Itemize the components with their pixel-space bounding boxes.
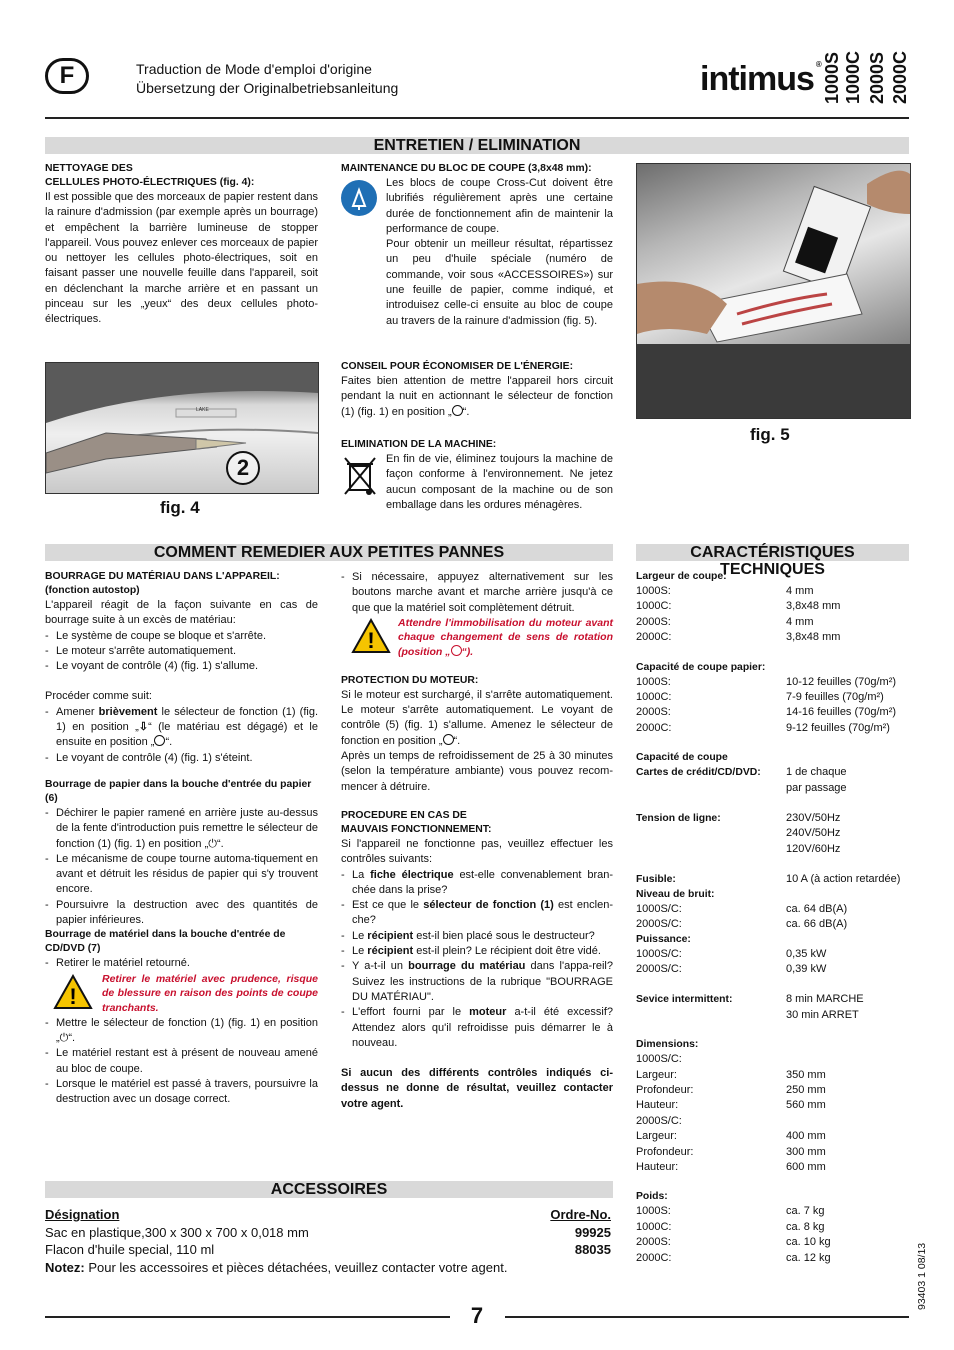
fig5-caption: fig. 5 [750, 425, 790, 444]
cd-list-1 [45, 956, 318, 971]
conseil-text: Faites bien attention de mettre l'appareil hors circuit pendant la nuit en actionnant le sélecteur de fonction (1) (fig. 1) en position „ [341, 375, 613, 418]
fig4-caption: fig. 4 [160, 498, 200, 517]
off-position-icon [452, 405, 463, 416]
header-rule [45, 117, 909, 119]
model-1000s: 1000S [822, 51, 842, 104]
model-list [822, 38, 912, 104]
fig5-illustration [637, 164, 910, 418]
poids-heading: Poids: [636, 1191, 668, 1203]
nettoyage-heading-2: CELLULES PHOTO-ÉLECTRIQUES (fig. 4): [45, 177, 255, 188]
spec-value: 240V/50Hz [786, 827, 841, 840]
list-item [341, 944, 613, 959]
auto-position-icon: ⏻ [208, 837, 217, 850]
list-item [341, 1005, 613, 1051]
list-item [341, 898, 613, 929]
spec-value: 350 mm [786, 1068, 826, 1081]
list-item: - Le mécanisme de coupe tourne automa-tiquement en avant et détruit les résidus de papier qui s'y trouvent encore. [45, 852, 318, 898]
check-text: La [352, 868, 371, 881]
spec-label: Hauteur: [636, 1099, 679, 1112]
list-item: - Le moteur s'arrête automatiquement. [45, 644, 318, 659]
cd-item-text: Mettre le sélecteur de fonction (1) (fig. 1) en position „ [56, 1016, 318, 1044]
nettoyage-block [45, 162, 318, 328]
language-badge: F [45, 58, 89, 94]
spec-label: 1000C: [636, 1220, 672, 1233]
papier-list [45, 806, 318, 928]
list-item: - Retirer le matériel retourné. [45, 956, 318, 971]
check-bold: bourrage du matériau [408, 960, 526, 973]
spec-label: 2000C: [636, 1251, 672, 1264]
procedure-heading-2: MAUVAIS FONCTIONNEMENT: [341, 823, 492, 835]
bourrage-heading-2: (fonction autostop) [45, 585, 140, 596]
spec-value: 0,39 kW [786, 962, 827, 975]
spec-label: Fusible: [636, 874, 676, 886]
list-item: - Le matériel restant est à présent de nouveau amené au bloc de coupe. [45, 1046, 318, 1077]
accessoires-table [45, 1206, 611, 1276]
spec-label: Largeur: [636, 1068, 677, 1081]
rotation-warning-text [398, 616, 613, 660]
spec-value: 600 mm [786, 1160, 826, 1173]
spec-label: 2000C: [636, 721, 672, 734]
doc-number-box [888, 1230, 948, 1310]
spec-label: Hauteur: [636, 1160, 679, 1173]
spec-value: 10 A (à action retardée) [786, 873, 901, 886]
list-item: - Le voyant de contrôle (4) (fig. 1) s'éteint. [45, 751, 318, 766]
spec-value: 4 mm [786, 615, 814, 628]
elimination-body: En fin de vie, éliminez toujours la machine de façon conforme à l'environnement. Ne jetez aucun composant de la machine ou de son emballage dans les ordures ménagères. [386, 453, 613, 511]
procedure-intro: Si l'appareil ne fonctionne pas, veuillez effectuer les contrôles suivants: [341, 837, 613, 866]
spec-label: 2000S/C: [636, 918, 682, 931]
fig5-photo [636, 163, 911, 419]
spec-value: 14-16 feuilles (70g/m²) [786, 706, 897, 719]
spec-value: 3,8x48 mm [786, 631, 841, 644]
spec-value: 10-12 feuilles (70g/m²) [786, 675, 897, 688]
brand-logo [700, 60, 821, 99]
step1-text-b: brièvement [98, 705, 158, 718]
proceder-list [45, 705, 318, 766]
table-cell: 88035 [574, 1242, 611, 1257]
header-line-de: Übersetzung der Originalbetriebsanleitung [136, 80, 399, 96]
spec-value: 3,8x48 mm [786, 600, 841, 613]
step1-text-c: le sélecteur de fonction (1) (fig. 1) en position „ [56, 705, 318, 734]
table-cell: 99925 [574, 1224, 611, 1240]
spec-label: Tension de ligne: [636, 813, 721, 825]
spec-value: 9-12 feuilles (70g/m²) [786, 721, 890, 734]
spec-label: 2000S: [636, 615, 671, 628]
spec-label: 1000C: [636, 600, 672, 613]
poids-table [636, 1204, 916, 1266]
brand-name: intimus [700, 60, 814, 98]
footer-rule-left [45, 1316, 450, 1318]
spec-label: Largeur: [636, 1130, 677, 1143]
note-text: Pour les accessoires et pièces détachées, veuillez contacter votre agent. [84, 1259, 508, 1275]
list-item: - Lorsque le matériel est passé à travers, poursuivre la destruction avec un dosage correct. [45, 1077, 318, 1108]
elimination-heading: ELIMINATION DE LA MACHINE: [341, 439, 497, 450]
capacite-heading: Capacité de coupe papier: [636, 661, 766, 673]
puissance-heading: Puissance: [636, 933, 691, 945]
elimination-block [341, 438, 613, 513]
bourrage-intro: L'appareil réagit de la façon suivante en cas de bourrage suite à un excès de matériau: [45, 599, 318, 627]
moteur-heading: PROTECTION DU MOTEUR: [341, 674, 479, 686]
tension-table [636, 811, 916, 857]
warning-triangle-icon [53, 974, 93, 1015]
spec-value: 1 de chaque [786, 766, 847, 779]
table-cell: Flacon d'huile special, 110 ml [45, 1242, 215, 1257]
fig4-illustration [46, 363, 318, 493]
list-item [341, 929, 613, 944]
moteur-body-1 [341, 688, 613, 749]
conseil-heading: CONSEIL POUR ÉCONOMISER DE L'ÉNERGIE: [341, 361, 574, 372]
check-bold: récipient [367, 929, 414, 942]
pannes-col1 [45, 570, 318, 1107]
spec-value: ca. 8 kg [786, 1220, 825, 1233]
warning-triangle-icon [351, 618, 391, 659]
spec-value: ca. 66 dB(A) [786, 918, 848, 931]
column-header: Ordre-No. [550, 1207, 611, 1222]
bourrage-heading-1: BOURRAGE DU MATÉRIAU DANS L'APPAREIL: [45, 571, 280, 582]
column-header: Désignation [45, 1207, 120, 1222]
dim-heading: Dimensions: [636, 1039, 699, 1051]
check-text: Le [352, 945, 368, 958]
list-item: - Le système de coupe se bloque et s'arrête. [45, 629, 318, 644]
accessoires-note [45, 1259, 611, 1277]
crossed-bin-icon [341, 454, 379, 498]
maintenance-body-2: Pour obtenir un meilleur résultat, répartissez un peu d'huile spéciale (numéro de commande, voir sous «ACCESSOIRES») sur une feuille de papier, comme indiqué, et introduisez celle-ci ensuite au bloc de coupe au travers de la rainure d'admission (fig. 5). [386, 238, 613, 327]
list-item: - Le voyant de contrôle (4) (fig. 1) s'allume. [45, 659, 318, 674]
spec-label: 1000S/C: [636, 947, 682, 960]
table-cell: Sac en plastique,300 x 300 x 700 x 0,018 mm [45, 1224, 309, 1240]
check-bold: récipient [367, 945, 414, 958]
model-1000c: 1000C [843, 50, 863, 104]
capacite-table [636, 675, 916, 737]
footer-rule-right [505, 1316, 909, 1318]
list-item [341, 959, 613, 1005]
auto-position-icon: ⏻ [59, 1031, 69, 1044]
cd-warning [45, 972, 318, 1016]
rotation-warning [341, 616, 613, 662]
header-text [136, 60, 398, 98]
check-text: Y a-t-il un [352, 960, 409, 973]
nettoyage-heading-1: NETTOYAGE DES [45, 163, 133, 174]
spec-value: 230V/50Hz [786, 812, 841, 825]
check-text: est-elle convenablement bran-chée dans la prise? [352, 868, 614, 896]
doc-number: 93403 1 08/13 [916, 1242, 928, 1310]
check-bold: sélecteur de fonction (1) [423, 899, 554, 912]
check-text: Le [352, 929, 368, 942]
cd-warning-text: Retirer le matériel avec prudence, risque de blessure en raison des points de coupe tranchants. [102, 972, 318, 1014]
spec-label: 2000S/C: [636, 1114, 682, 1127]
spec-label: Sevice intermittent: [636, 994, 733, 1006]
dim-table [636, 1052, 916, 1175]
section-title-specs: CARACTÉRISTIQUES TECHNIQUES [690, 544, 855, 578]
procedure-heading-1: PROCEDURE EN CAS DE [341, 809, 467, 821]
header-line-fr: Traduction de Mode d'emploi d'origine [136, 61, 372, 77]
step1-text-e: “. [165, 736, 173, 749]
nettoyage-body: Il est possible que des morceaux de papier restent dans la rainure d'admission (par exemple après un bourrage) et empêchent la barrière lumineuse de stopper l'appareil. Vous pouvez enlever ces morceaux de papier ou nettoyer les cellules photo-électriques, soit en faisant passer une nouvelle feuille dans l'appareil, soit en déclenchant la marche arrière et en passant un pinceau sur les „yeux“ des deux cellules photo-électriques. [45, 191, 318, 326]
spec-label: Profondeur: [636, 1083, 694, 1096]
table-row [45, 1224, 611, 1242]
check-bold: fiche électrique [370, 868, 454, 881]
table-header [45, 1206, 611, 1224]
list-item [341, 868, 613, 899]
off-position-icon [154, 735, 165, 746]
specs-block [636, 570, 916, 1266]
checks-list [341, 868, 613, 1052]
list-item: - Poursuivre la destruction avec des quantités de papier inférieures. [45, 898, 318, 929]
spec-value: ca. 10 kg [786, 1236, 831, 1249]
pannes-col2 [341, 570, 613, 1112]
spec-value: ca. 12 kg [786, 1251, 831, 1264]
moteur-text: Si le moteur est surchargé, il s'arrête automatiquement. Le moteur s'arrête automatiquement. Le voyant de contrôle (5) (fig. 1) s'allume. Amenez le sélecteur de fonction en position „ [341, 688, 613, 747]
section-title-pannes: COMMENT REMEDIER AUX PETITES PANNES [153, 544, 505, 561]
list-item: - Mettre le sélecteur de fonction (1) (fig. 1) en position „⏻“. [45, 1016, 318, 1047]
spec-value: 4 mm [786, 585, 814, 597]
spec-label: 1000S/C: [636, 902, 682, 915]
note-label: Notez: [45, 1259, 85, 1275]
conseil-text-end: “. [462, 405, 470, 418]
col2-list [341, 570, 613, 616]
model-2000s: 2000S [867, 51, 887, 104]
svg-text:!: ! [367, 627, 375, 653]
spec-value: par passage [786, 781, 847, 794]
papier-heading: Bourrage de papier dans la bouche d'entrée du papier (6) [45, 778, 312, 804]
spec-value: ca. 64 dB(A) [786, 902, 848, 915]
check-bold: moteur [469, 1006, 507, 1019]
conseil-block [341, 360, 613, 420]
rotation-warning-end: “). [461, 645, 474, 658]
check-text: L'effort fourni par le [352, 1006, 470, 1019]
maintenance-block [341, 162, 613, 329]
conseil-body [341, 374, 613, 420]
spec-value: 8 min MARCHE [786, 993, 864, 1006]
final-note: Si aucun des différents contrôles indiqués ci-dessus ne donne de résultat, veuillez contacter votre agent. [341, 1067, 613, 1110]
spec-value: 0,35 kW [786, 947, 827, 960]
spec-label: 2000S/C: [636, 962, 682, 975]
spec-value: 7-9 feuilles (70g/m²) [786, 691, 884, 704]
largeur-table [636, 584, 916, 646]
fusible-table [636, 872, 916, 887]
spec-label: Profondeur: [636, 1145, 694, 1158]
service-table [636, 992, 916, 1023]
cartes-table [636, 765, 916, 796]
maintenance-body-1: Les blocs de coupe Cross-Cut doivent être lubrifiés régulièrement après une certaine durée de fonctionnement afin de maintenir la performance de coupe. [386, 177, 613, 235]
proceder-label: Procéder comme suit: [45, 690, 152, 703]
page-number: 7 [470, 1303, 484, 1328]
puissance-table [636, 947, 916, 978]
lubricate-icon [341, 180, 377, 216]
list-item [45, 705, 318, 751]
section-title-entretien: ENTRETIEN / ELIMINATION [373, 137, 581, 154]
cartes-heading: Capacité de coupe [636, 752, 728, 764]
cd-heading: Bourrage de matériel dans la bouche d'entrée de CD/DVD (7) [45, 929, 286, 955]
spec-label: Cartes de crédit/CD/DVD: [636, 767, 761, 779]
list-item: - Si nécessaire, appuyez alternativement sur les boutons marche avant et marche arrière jusqu'à ce que que la matériel soit complètement détruit. [341, 570, 613, 616]
spec-label: 1000S: [636, 1205, 671, 1218]
spec-label: 1000S: [636, 675, 671, 688]
rotation-warning-main: Attendre l'immobilisation du moteur avant chaque changement de sens de rotation (position „ [398, 616, 613, 658]
spec-value: 400 mm [786, 1130, 826, 1143]
check-text: a-t-il été excessif? Attendez alors qu'il refroidisse puis démarrer le à nouveau. [352, 1006, 614, 1049]
spec-label: 1000S: [636, 585, 671, 597]
svg-text:!: ! [69, 983, 77, 1009]
bruit-heading: Niveau de bruit: [636, 888, 715, 900]
table-row [45, 1241, 611, 1259]
spec-value: ca. 7 kg [786, 1205, 825, 1218]
brand-reg: ® [815, 60, 821, 69]
spec-value: 120V/60Hz [786, 842, 841, 855]
papier-item-text: Déchirer le papier ramené en arrière juste au-dessus de la fente d'introduction puis remettre le sélecteur de fonction (1) (fig. 1) en position „ [56, 806, 318, 850]
check-text: est-il plein? Le récipient doit être vidé. [413, 945, 601, 958]
fig4-panel-label: LAKE [196, 407, 209, 413]
spec-label: 2000C: [636, 631, 672, 644]
off-position-icon [443, 734, 454, 745]
fig4-callout-number: 2 [226, 451, 260, 485]
model-2000c: 2000C [890, 50, 910, 104]
moteur-body-2: Après un temps de refroidissement de 25 à 30 minutes (selon la température ambiante) vous pouvez recom-mencer à détruire. [341, 750, 613, 793]
check-text: Est ce que le [352, 899, 424, 912]
step1-text-a: Amener [56, 705, 99, 718]
fig4-photo [45, 362, 319, 494]
spec-value: 560 mm [786, 1099, 826, 1112]
check-text: dans l'appa-reil? Suivez les instructions de la rubrique "BOURRAGE DU MATÉRIAU". [352, 960, 613, 1003]
bourrage-list [45, 629, 318, 675]
step1-text-d: “ (le matériau est dégagé) et le ensuite en position „ [56, 721, 318, 749]
maintenance-heading: MAINTENANCE DU BLOC DE COUPE (3,8x48 mm): [341, 163, 592, 174]
largeur-heading: Largeur de coupe: [636, 571, 727, 582]
spec-label: 1000S/C: [636, 1053, 682, 1066]
reverse-icon: ⇩ [138, 721, 149, 734]
spec-value: 300 mm [786, 1145, 826, 1158]
off-position-icon [451, 645, 462, 656]
bruit-table [636, 902, 916, 933]
spec-value: 250 mm [786, 1083, 826, 1096]
cd-list-2 [45, 1016, 318, 1108]
list-item: - Déchirer le papier ramené en arrière juste au-dessus de la fente d'introduction puis remettre le sélecteur de fonction (1) (fig. 1) en position „⏻“. [45, 806, 318, 852]
check-text: est enclen-che? [352, 899, 613, 927]
check-text: est-il bien placé sous le destructeur? [413, 929, 595, 942]
spec-label: 1000C: [636, 691, 672, 704]
spec-label: 2000S: [636, 706, 671, 719]
spec-label: 2000S: [636, 1236, 671, 1249]
section-title-accessoires: ACCESSOIRES [270, 1181, 388, 1198]
moteur-text-end: “. [453, 734, 461, 747]
spec-value: 30 min ARRET [786, 1008, 859, 1021]
